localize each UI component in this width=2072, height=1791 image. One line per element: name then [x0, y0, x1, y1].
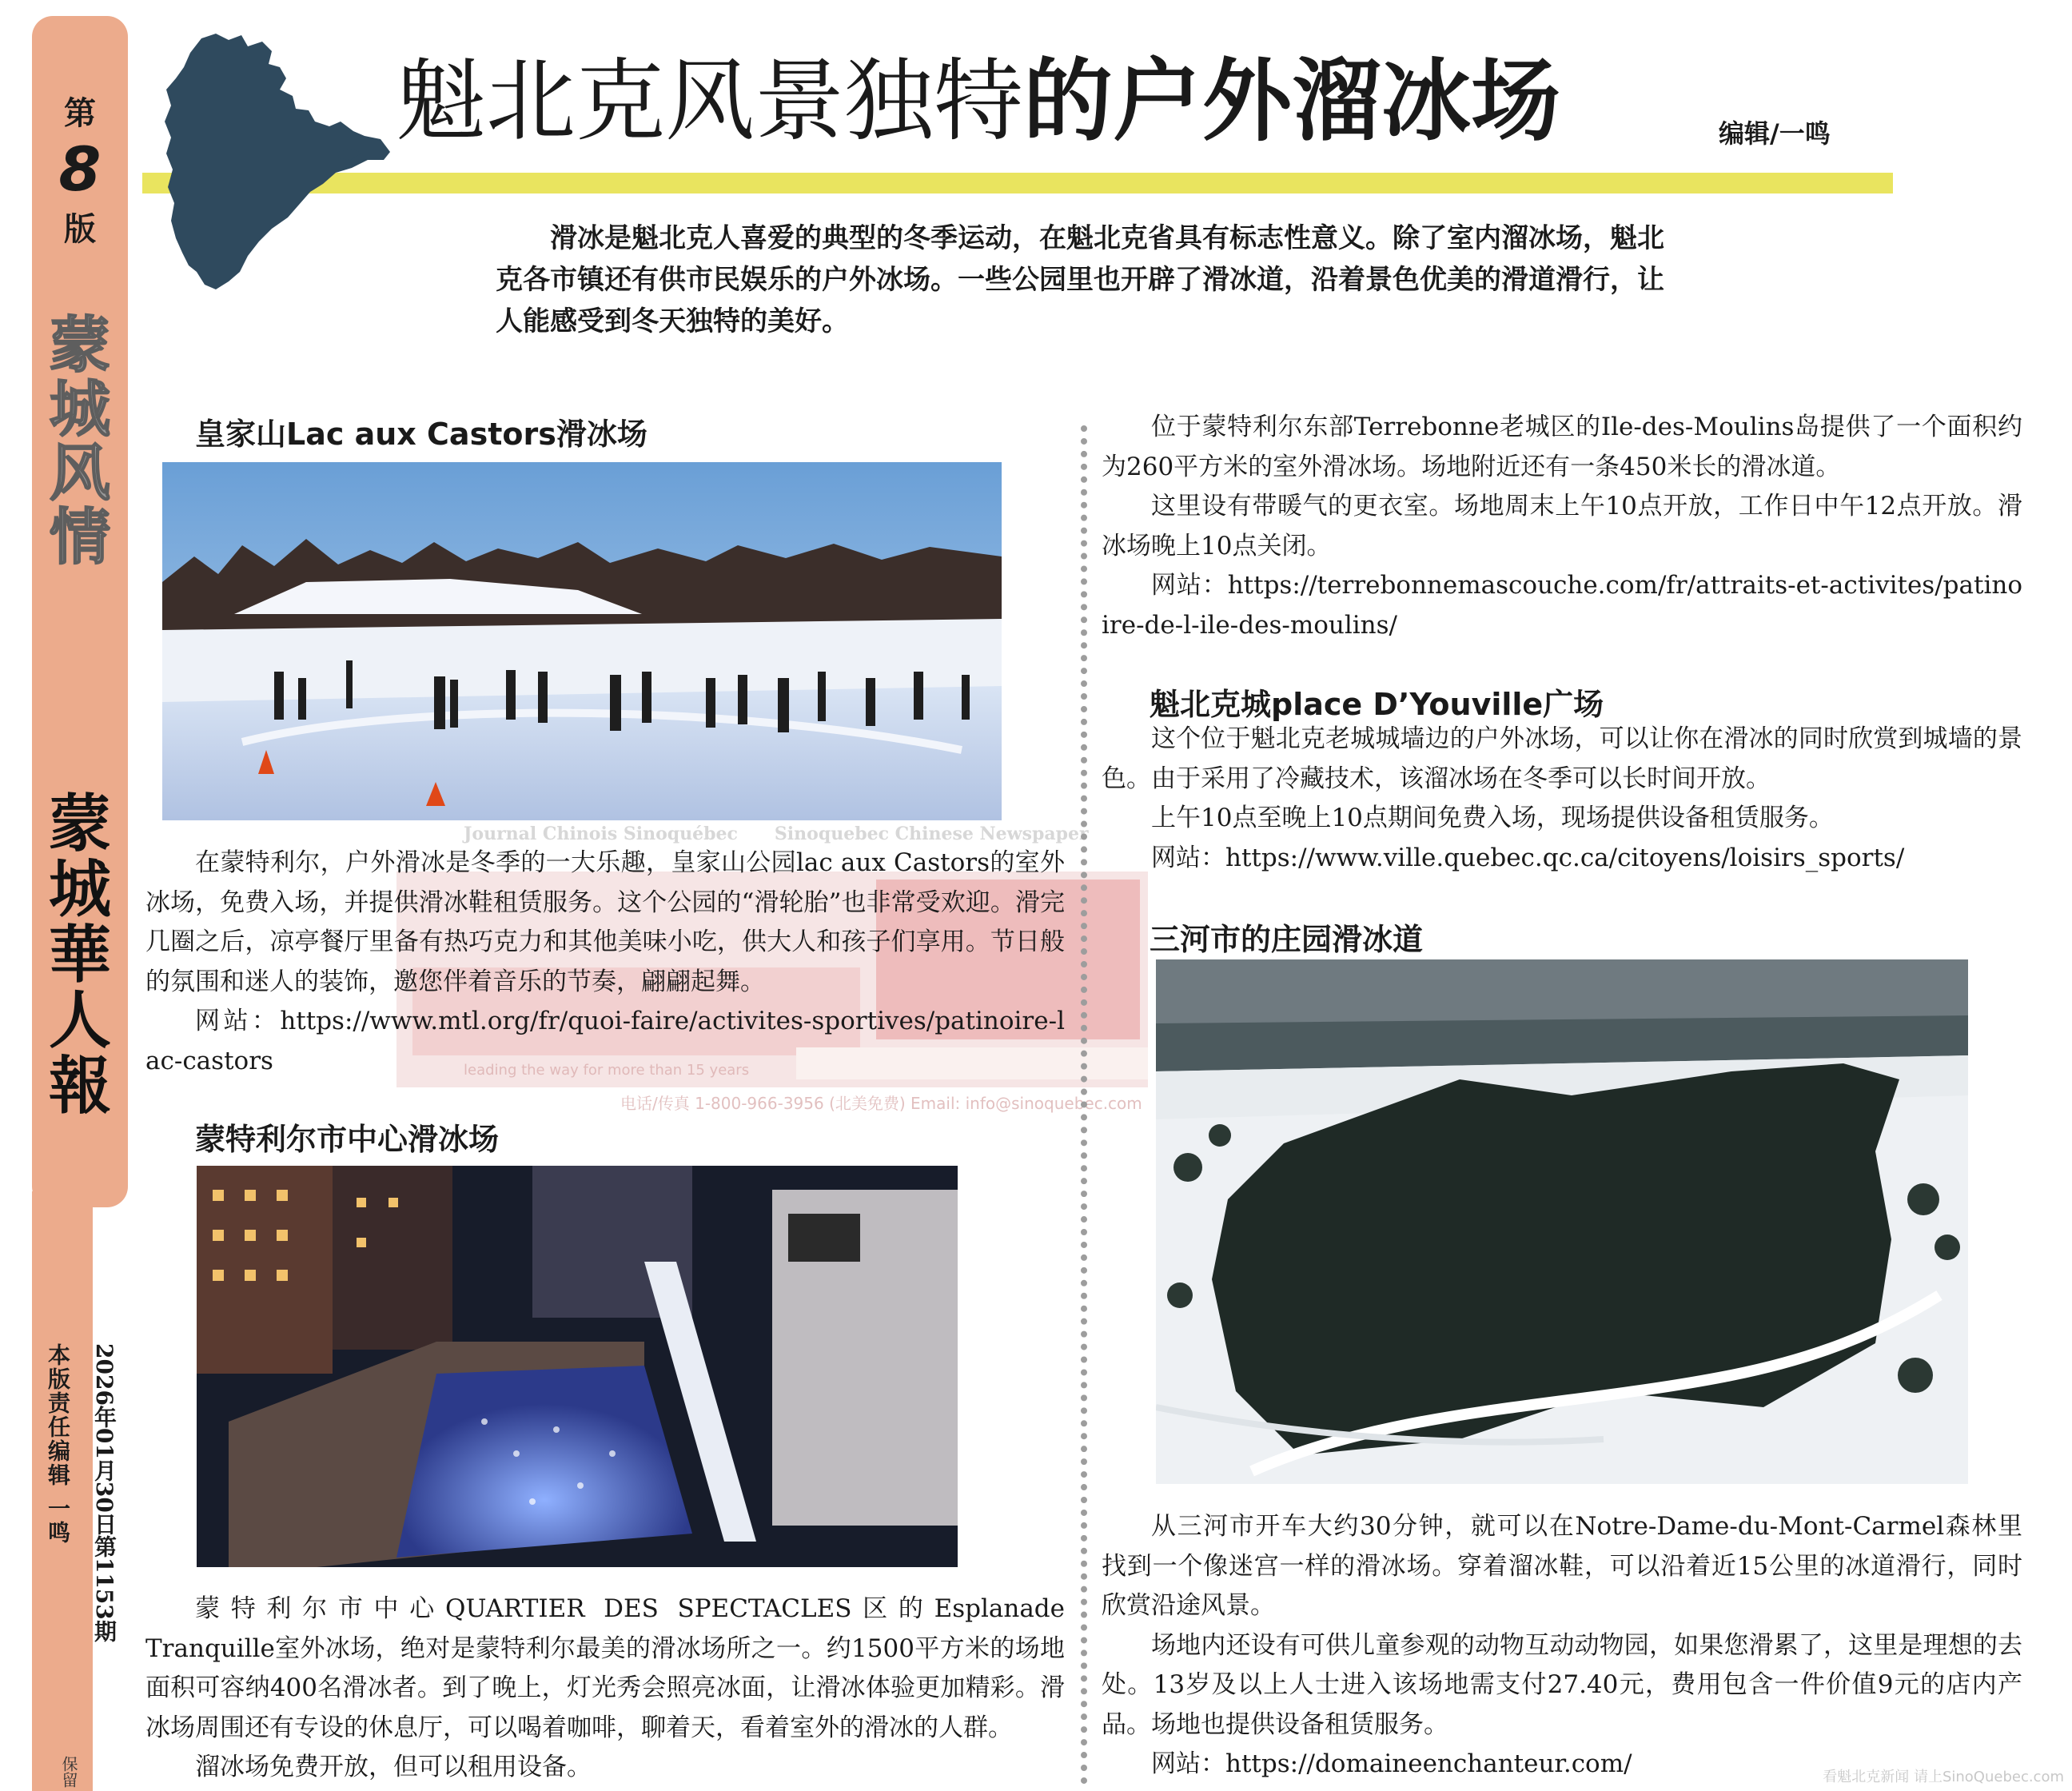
youville-p2: 上午10点至晚上10点期间免费入场，现场提供设备租赁服务。: [1151, 804, 1834, 832]
editor-line: 本版责任编辑 一鸣: [45, 1343, 71, 1545]
watermark-top-right: Sinoquebec Chinese Newspaper: [774, 824, 1089, 844]
royal-website-link[interactable]: https://www.mtl.org/fr/quoi-faire/activites-sportives/patinoire-lac-castors: [145, 1007, 1065, 1075]
section-name-char: 风: [50, 437, 110, 509]
page-suffix: 版: [64, 211, 96, 248]
forest-trail-photo: [1156, 959, 1968, 1484]
terrebonne-website: [1102, 566, 2022, 645]
royal-rink-photo: [162, 462, 1002, 820]
issue-date: 2026年01月30日第1153期: [91, 1343, 118, 1642]
paper-name-char: 報: [48, 1050, 111, 1123]
paper-name-char: 蒙: [48, 788, 111, 860]
trois-text-block: [1102, 1507, 2022, 1785]
youville-website: [1102, 839, 2022, 879]
website-label: 网站：: [1151, 571, 1228, 600]
watermark-top-left: Journal Chinois Sinoquébec: [464, 824, 738, 844]
downtown-note: 溜冰场免费开放，但可以租用设备。: [195, 1753, 592, 1781]
website-label: 网站：: [1151, 1749, 1225, 1778]
editor-credit: 编辑/一鸣: [1719, 118, 1831, 149]
watermark-top: [464, 824, 1103, 844]
section-name-char: 蒙: [50, 309, 110, 381]
section-name: [32, 309, 128, 572]
watermark-tagline: leading the way for more than 15 years: [464, 1062, 750, 1079]
royal-website: [145, 1002, 1065, 1081]
intro-paragraph: 滑冰是魁北克人喜爱的典型的冬季运动，在魁北克省具有标志性意义。除了室内溜冰场，魁北克各市镇还有供市民娱乐的户外冰场。一些公园里也开辟了滑冰道，沿着景色优美的滑道滑行，让人能感受到冬天独特的美好。: [496, 222, 1664, 337]
youville-text-block: [1102, 720, 2022, 878]
trois-website-link[interactable]: https://domaineenchanteur.com/: [1225, 1749, 1632, 1778]
heading-royal: 皇家山Lac aux Castors滑冰场: [195, 417, 648, 452]
website-label: 网站：: [195, 1007, 281, 1035]
downtown-rink-photo: [197, 1166, 958, 1567]
footer-note: 看魁北克新闻 请上SinoQuebec.com: [1823, 1769, 2064, 1785]
section-name-char: 情: [50, 501, 110, 572]
trois-p1: 从三河市开车大约30分钟，就可以在Notre-Dame-du-Mont-Carmel森林里找到一个像迷宫一样的滑冰场。穿着溜冰鞋，可以沿着近15公里的冰道滑行，同时欣赏沿途风景。: [1102, 1512, 2022, 1620]
quebec-map-icon: [152, 32, 392, 296]
section-name-char: 城: [50, 373, 110, 445]
terrebonne-website-link[interactable]: https://terrebonnemascouche.com/fr/attraits-et-activites/patinoire-de-l-ile-des-moulins/: [1102, 571, 2022, 640]
page-title: [396, 50, 1560, 154]
paper-name-char: 城: [48, 853, 111, 926]
sidebar-mini-text: 保留: [59, 1756, 78, 1788]
terrebonne-text-block: [1102, 408, 2022, 645]
terrebonne-p2: 这里设有带暖气的更衣室。场地周末上午10点开放，工作日中午12点开放。滑冰场晚上10点关闭。: [1102, 492, 2022, 560]
paper-name-char: 華: [48, 919, 111, 991]
column-divider: [1081, 425, 1087, 1785]
royal-text-block: [145, 844, 1065, 1081]
terrebonne-p1: 位于蒙特利尔东部Terrebonne老城区的Ile-des-Moulins岛提供了一个面积约为260平方米的室外滑冰场。场地附近还有一条450米长的滑冰道。: [1102, 413, 2022, 481]
watermark-contact: 电话/传真 1-800-966-3956 (北美免费) Email: info@sinoquebec.com: [620, 1094, 1142, 1113]
title-bold: 的户外溜冰场: [1023, 50, 1560, 154]
royal-body: 在蒙特利尔，户外滑冰是冬季的一大乐趣，皇家山公园lac aux Castors的室外冰场，免费入场，并提供滑冰鞋租赁服务。这个公园的“滑轮胎”也非常受欢迎。滑完几圈之后，凉亭餐厅里备有热巧克力和其他美味小吃，供大人和孩子们享用。节日般的氛围和迷人的装饰，邀您伴着音乐的节奏，翩翩起舞。: [145, 848, 1065, 996]
paper-name-char: 人: [48, 984, 111, 1057]
downtown-text-block: [145, 1590, 1065, 1788]
page-prefix: 第: [64, 95, 96, 132]
youville-p1: 这个位于魁北克老城城墙边的户外冰场，可以让你在滑冰的同时欣赏到城墙的景色。由于采用了冷藏技术，该溜冰场在冬季可以长时间开放。: [1102, 724, 2022, 793]
downtown-body: 蒙特利尔市中心QUARTIER DES SPECTACLES区的Esplanade Tranquille室外冰场，绝对是蒙特利尔最美的滑冰场所之一。约1500平方米的场地面积可容纳400名滑冰者。到了晚上，灯光秀会照亮冰面，让滑冰体验更加精彩。滑冰场周围还有专设的休息厅，可以喝着咖啡，聊着天，看着室外的滑冰的人群。: [145, 1594, 1065, 1742]
heading-trois-rivieres: 三河市的庄园滑冰道: [1150, 922, 1424, 957]
highlight-bar: [142, 173, 1893, 193]
youville-website-link[interactable]: https://www.ville.quebec.qc.ca/citoyens/loisirs_sports/: [1225, 843, 1905, 872]
heading-downtown: 蒙特利尔市中心滑冰场: [195, 1122, 500, 1157]
page-number: 8: [58, 134, 102, 205]
trois-p2: 场地内还设有可供儿童参观的动物互动动物园，如果您滑累了，这里是理想的去处。13岁及以上人士进入该场地需支付27.40元，费用包含一件价值9元的店内产品。场地也提供设备租赁服务。: [1102, 1630, 2022, 1739]
title-plain: 魁北克风景独特: [396, 50, 1023, 154]
heading-youville: 魁北克城place D’Youville广场: [1150, 687, 1604, 722]
website-label: 网站：: [1151, 843, 1225, 872]
paper-name: [32, 788, 128, 1123]
